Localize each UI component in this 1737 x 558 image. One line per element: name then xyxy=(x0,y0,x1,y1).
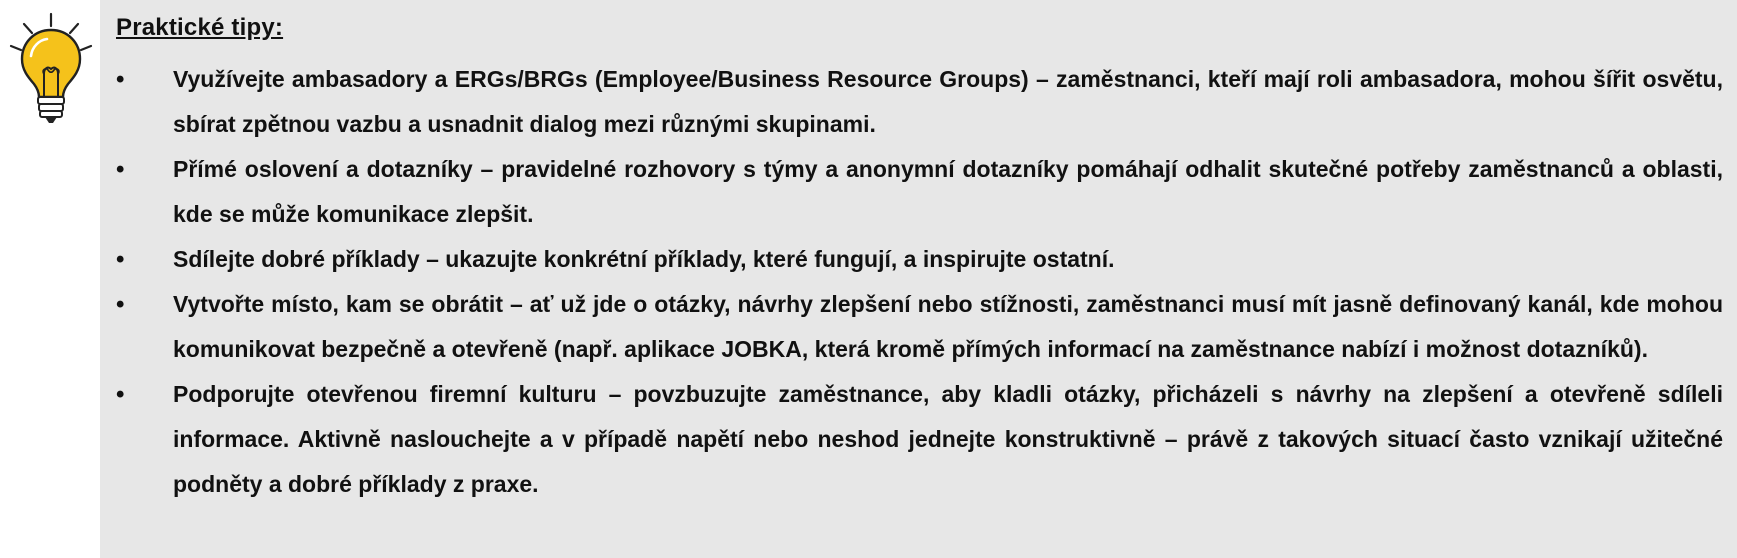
bullet-icon: • xyxy=(116,156,125,183)
bullet-icon: • xyxy=(116,246,125,273)
tip-text: Podporujte otevřenou firemní kulturu – povzbuzujte zaměstnance, aby kladli otázky, přicházeli s návrhy na zlepšení a otevřeně sdíleli informace. Aktivně naslouchejte a v případě napětí nebo neshod jednejte konstruktivně – právě z takových situací často vznikají užitečné podněty a dobré příklady z praxe. xyxy=(173,381,1723,497)
tips-panel xyxy=(100,0,1737,558)
list-item xyxy=(100,282,1737,372)
tip-text: Sdílejte dobré příklady – ukazujte konkrétní příklady, které fungují, a inspirujte ostatní. xyxy=(173,246,1115,272)
tip-text: Využívejte ambasadory a ERGs/BRGs (Employee/Business Resource Groups) – zaměstnanci, kteří mají roli ambasadora, mohou šířit osvětu, sbírat zpětnou vazbu a usnadnit dialog mezi různými skupinami. xyxy=(173,66,1723,137)
list-item xyxy=(100,237,1737,282)
list-item xyxy=(100,372,1737,507)
list-item xyxy=(100,57,1737,147)
icon-column xyxy=(0,0,100,558)
tip-text: Přímé oslovení a dotazníky – pravidelné rozhovory s týmy a anonymní dotazníky pomáhají odhalit skutečné potřeby zaměstnanců a oblasti, kde se může komunikace zlepšit. xyxy=(173,156,1723,227)
lightbulb-icon xyxy=(8,12,94,128)
tip-text: Vytvořte místo, kam se obrátit – ať už jde o otázky, návrhy zlepšení nebo stížnosti, zaměstnanci musí mít jasně definovaný kanál, kde mohou komunikovat bezpečně a otevřeně (např. aplikace JOBKA, která kromě přímých informací na zaměstnance nabízí i možnost dotazníků). xyxy=(173,291,1723,362)
tips-list xyxy=(100,57,1737,507)
bullet-icon: • xyxy=(116,66,125,93)
bullet-icon: • xyxy=(116,291,125,318)
bullet-icon: • xyxy=(116,381,125,408)
section-heading: Praktické tipy: xyxy=(116,14,284,41)
list-item xyxy=(100,147,1737,237)
